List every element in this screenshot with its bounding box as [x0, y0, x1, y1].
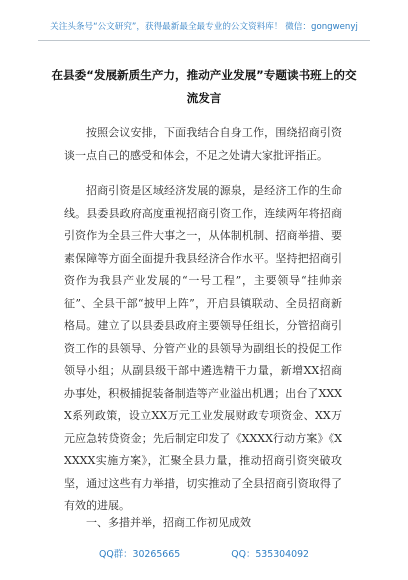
header-divider — [38, 40, 370, 41]
paragraph-investment: 招商引资是区域经济发展的源泉，是经济工作的生命线。县委县政府高度重视招商引资工作，连续两年将招商引资作为全县三件大事之一，从体制机制、招商举措、要素保障等方面全面提升我县经济合作水平。坚持把招商引资作为我县产业发展的“一号工程”，主要领导“挂帅亲征”、全县干部“披甲上阵”，开启县镇联动、全员招商新格局。建立了以县委县政府主要领导任组长，分管招商引资工作的县领导、分管产业的县领导为副组长的投促工作领导小组；从副县级干部中遴选精干力量，新增XX招商办事处，积极捕捉装备制造等产业溢出机遇；出台了XXXX系列政策，设立XX万元工业发展财政专项资金、XX万元应急转贷资金；先后制定印发了《XXXX行动方案》《XXXXX实施方案》，汇聚全县力量，推动招商引资突破攻坚，通过这些有力举措，切实推动了全县招商引资取得了有效的进展。 — [64, 184, 342, 512]
document-title: 在县委“发展新质生产力，推动产业发展”专题读书班上的交流发言 — [51, 68, 357, 105]
footer-qq: QQ：535304092 — [231, 549, 310, 560]
section-heading: 一、多措并举，招商工作初见成效 — [86, 516, 251, 529]
footer-qq-group: QQ群：30265665 — [98, 549, 181, 560]
header-banner: 关注头条号“公文研究”，获得最新最全最专业的公文资料库！ 微信：gongwenyj — [50, 22, 358, 32]
paragraph-intro: 按照会议安排，下面我结合自身工作，围绕招商引资谈一点自己的感受和体会，不足之处请大家批评指正。 — [64, 126, 342, 162]
footer-contact — [0, 546, 408, 564]
